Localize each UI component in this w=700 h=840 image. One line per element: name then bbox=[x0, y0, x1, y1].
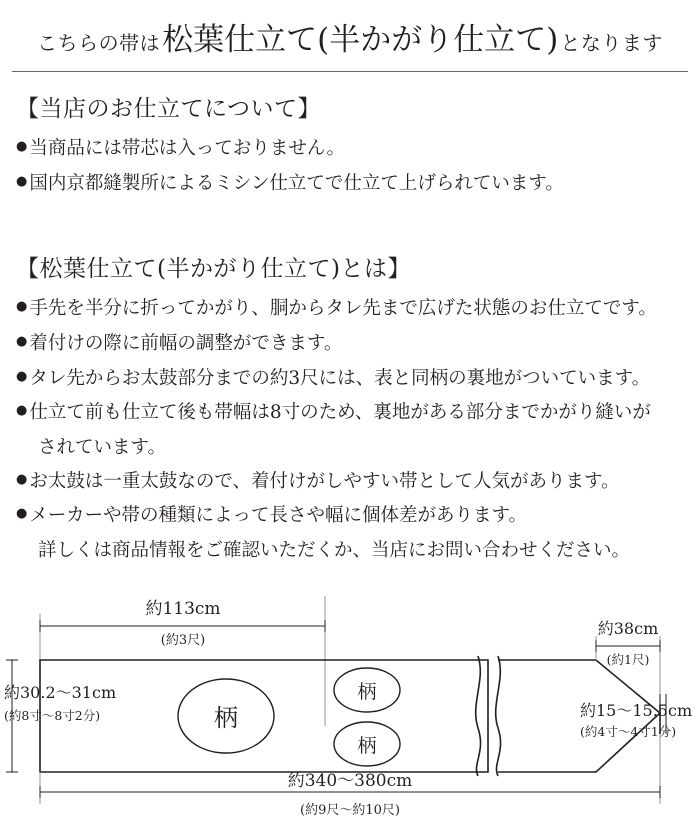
title-emphasis: 松葉仕立て(半かがり仕立て) bbox=[162, 22, 559, 58]
dim-top-length-shaku: (約3尺) bbox=[160, 633, 206, 648]
section-shop-tailoring bbox=[0, 90, 700, 565]
bullet-icon: ● bbox=[16, 334, 28, 350]
list-item-text: 国内京都縫製所によるミシン仕立てで仕立て上げられています。 bbox=[29, 172, 564, 194]
list-item-text: 着付けの際に前幅の調整ができます。 bbox=[29, 333, 343, 355]
list-item bbox=[16, 365, 684, 394]
dim-width-cm: 約30.2〜31cm bbox=[4, 683, 117, 702]
list-item bbox=[16, 502, 684, 531]
header-divider bbox=[12, 71, 688, 72]
title-suffix: となります bbox=[560, 31, 663, 55]
dim-width-sun: (約8寸〜8寸2分) bbox=[4, 708, 101, 723]
dim-total-length-cm: 約340〜380cm bbox=[287, 771, 413, 791]
obi-dimension-diagram bbox=[0, 576, 700, 840]
list-item-text: タレ先からお太鼓部分までの約3尺には、表と同柄の裏地がついています。 bbox=[29, 367, 651, 389]
list-item-text: 当商品には帯芯は入っておりません。 bbox=[29, 138, 345, 159]
bullet-icon: ● bbox=[16, 299, 28, 315]
bullet-icon: ● bbox=[16, 506, 28, 522]
section1-title: 【当店のお仕立てについて】 bbox=[16, 96, 322, 122]
list-item bbox=[16, 170, 684, 199]
dim-total-length-shaku: (約9尺〜約10尺) bbox=[300, 803, 400, 818]
dim-tip-length-shaku: (約1尺) bbox=[606, 652, 650, 667]
bullet-icon: ● bbox=[16, 403, 28, 419]
title-prefix: こちらの帯は bbox=[37, 31, 161, 55]
list-item-text: メーカーや帯の種類によって長さや幅に個体差があります。 bbox=[29, 505, 527, 527]
bullet-icon: ● bbox=[16, 139, 28, 154]
list-item bbox=[16, 399, 684, 428]
pattern-label: 柄 bbox=[214, 704, 238, 732]
list-item-text: 仕立て前も仕立て後も帯幅は8寸のため、裏地がある部分までかがり縫いが bbox=[29, 402, 651, 424]
bullet-icon: ● bbox=[16, 368, 28, 384]
page-title bbox=[0, 0, 700, 69]
section2-title: 【松葉仕立て(半かがり仕立て)とは】 bbox=[16, 256, 411, 283]
pattern-label: 柄 bbox=[357, 735, 377, 757]
list-item bbox=[16, 330, 684, 359]
list-item bbox=[16, 295, 684, 324]
pattern-label: 柄 bbox=[357, 681, 377, 703]
list-item-continuation: 詳しくは商品情報をご確認いただくか、当店にお問い合わせください。 bbox=[38, 540, 631, 562]
bullet-icon: ● bbox=[16, 471, 28, 487]
dim-tip-length-cm: 約38cm bbox=[597, 619, 659, 638]
list-item-continuation: されています。 bbox=[38, 437, 167, 459]
list-item-text: 手先を半分に折ってかがり、胴からタレ先まで広げた状態のお仕立てです。 bbox=[29, 298, 657, 320]
list-item bbox=[16, 135, 684, 164]
dim-tip-width-cm: 約15〜15.5cm bbox=[580, 701, 693, 720]
list-item bbox=[16, 468, 684, 497]
bullet-icon: ● bbox=[16, 173, 28, 189]
dim-top-length-cm: 約113cm bbox=[145, 599, 221, 619]
list-item-text: お太鼓は一重太鼓なので、着付けがしやすい帯として人気があります。 bbox=[29, 470, 620, 492]
dim-tip-width-sun: (約4寸〜4寸1分) bbox=[580, 724, 677, 739]
